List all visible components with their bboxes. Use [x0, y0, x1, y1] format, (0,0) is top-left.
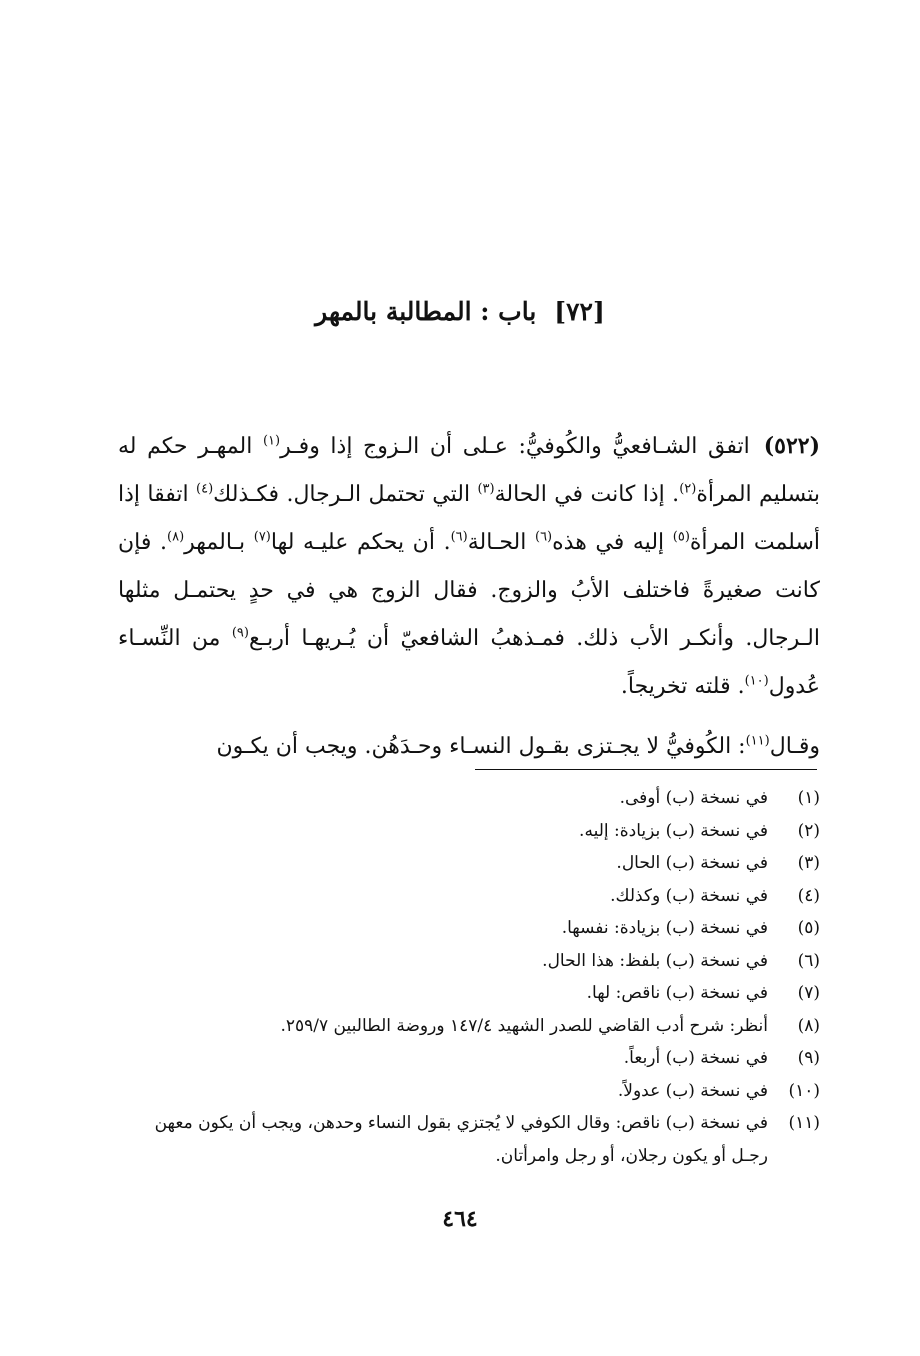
- footnote-number: (١): [797, 788, 820, 808]
- chapter-title: باب : المطالبة بالمهر: [315, 297, 537, 326]
- paragraph-number: (٥٢٢): [763, 433, 820, 459]
- footnote-text: في نسخة (ب) ناقص: لها.: [586, 983, 768, 1003]
- footnote-item: [118, 945, 820, 978]
- footnote-marker[interactable]: (٦): [450, 529, 468, 545]
- footnote-marker[interactable]: (٨): [167, 529, 185, 545]
- footnote-text: في نسخة (ب) الحال.: [616, 853, 768, 873]
- main-text: [118, 422, 820, 771]
- footnote-number: (٥): [797, 918, 820, 938]
- footnote-item: [118, 1107, 820, 1172]
- footnote-number: (٧): [797, 983, 820, 1003]
- text-segment: . إذا كانت في الحالة: [494, 482, 680, 507]
- text-segment: بـالمهر: [184, 530, 254, 555]
- text-segment: : الكُوفيُّ لا يجـتزى بقـول النسـاء وحـدَهُن. ويجب أن يكـون: [216, 734, 746, 759]
- footnote-marker[interactable]: (٣): [477, 481, 495, 497]
- footnote-number: (٤): [797, 885, 820, 906]
- text-segment: وقـال: [769, 734, 820, 759]
- text-segment: . أن يحكم عليـه لها: [270, 530, 451, 555]
- footnote-item: [118, 977, 820, 1010]
- footnote-item: [118, 912, 820, 945]
- footnote-number: (٢): [797, 820, 820, 841]
- footnote-text: في نسخة (ب) بزيادة: إليه.: [579, 820, 768, 841]
- footnote-text: في نسخة (ب) أربعاً.: [623, 1048, 768, 1068]
- text-segment: إليه في هذه: [552, 530, 673, 555]
- paragraph: [118, 422, 820, 711]
- footnote-text: في نسخة (ب) بزيادة: نفسها.: [561, 918, 768, 938]
- footnote-item: [118, 880, 820, 913]
- footnote-marker[interactable]: (٢): [679, 481, 697, 497]
- page-number: ٤٦٤: [442, 1206, 478, 1232]
- footnote-text: أنظر: شرح أدب القاضي للصدر الشهيد ١٤٧/٤ وروضة الطالبين ٢٥٩/٧.: [280, 1015, 768, 1036]
- footnote-number: (٩): [797, 1048, 820, 1068]
- footnote-number: (١٠): [788, 1080, 820, 1101]
- footnote-number: (٣): [797, 853, 820, 873]
- footnote-text: في نسخة (ب) عدولاً.: [617, 1080, 768, 1101]
- footnote-marker[interactable]: (١): [262, 433, 281, 449]
- footnote-item: [118, 815, 820, 848]
- footnote-text: في نسخة (ب) بلفظ: هذا الحال.: [542, 950, 768, 971]
- footnote-marker[interactable]: (٤): [196, 481, 214, 497]
- text-segment: المهـر حكم له بتسليم المرأة: [118, 434, 820, 507]
- footnote-text: في نسخة (ب) أوفى.: [619, 788, 768, 808]
- text-segment: التي تحتمل الـرجال. فكـذلك: [213, 482, 478, 507]
- text-segment: . قلته تخريجاً.: [620, 674, 745, 699]
- footnote-marker[interactable]: (٧): [253, 529, 271, 545]
- footnotes-list: [118, 782, 820, 1172]
- footnote-number: (١١): [788, 1113, 820, 1133]
- text-segment: الحـالة: [467, 530, 535, 555]
- text-segment: . فإن كانت صغيرةً فاختلف الأبُ والزوج. فقال الزوج هي في حدٍ يحتمـل مثلها الـرجال. وأنكـر الأب ذلك. فمـذهبُ الشافعيّ أن يُـريهـا أربـع: [118, 530, 821, 651]
- footnote-text: في نسخة (ب) ناقص: وقال الكوفي لا يُجتزي بقول النساء وحدهن، ويجب أن يكون معهن رجـل أو يكون رجلان، أو رجل وامرأتان.: [154, 1113, 768, 1166]
- footnote-number: (٦): [797, 950, 820, 971]
- footnote-item: [118, 782, 820, 815]
- chapter-number: [٧٢]: [554, 297, 605, 326]
- footnote-item: [118, 1075, 820, 1108]
- footnote-marker[interactable]: (١٠): [744, 673, 769, 689]
- footnote-item: [118, 847, 820, 880]
- footnote-marker[interactable]: (٦): [534, 529, 553, 545]
- footnote-marker[interactable]: (٩): [231, 625, 249, 641]
- chapter-heading: [200, 292, 720, 332]
- footnote-separator: [475, 769, 817, 770]
- text-segment: اتفق الشـافعيُّ والكُوفيُّ: عـلى أن الـزوج إذا وفـر: [280, 434, 750, 459]
- paragraph: [118, 723, 820, 771]
- text-segment: اتفقا إذا أسلمت المرأة: [118, 482, 820, 555]
- footnote-marker[interactable]: (٥): [672, 529, 690, 545]
- text-segment: من النِّسـاء عُدول: [118, 626, 820, 699]
- footnote-marker[interactable]: (١١): [745, 733, 770, 749]
- footnote-item: [118, 1010, 820, 1043]
- footnote-text: في نسخة (ب) وكذلك.: [610, 885, 768, 906]
- footnote-number: (٨): [797, 1015, 820, 1036]
- footnote-item: [118, 1042, 820, 1075]
